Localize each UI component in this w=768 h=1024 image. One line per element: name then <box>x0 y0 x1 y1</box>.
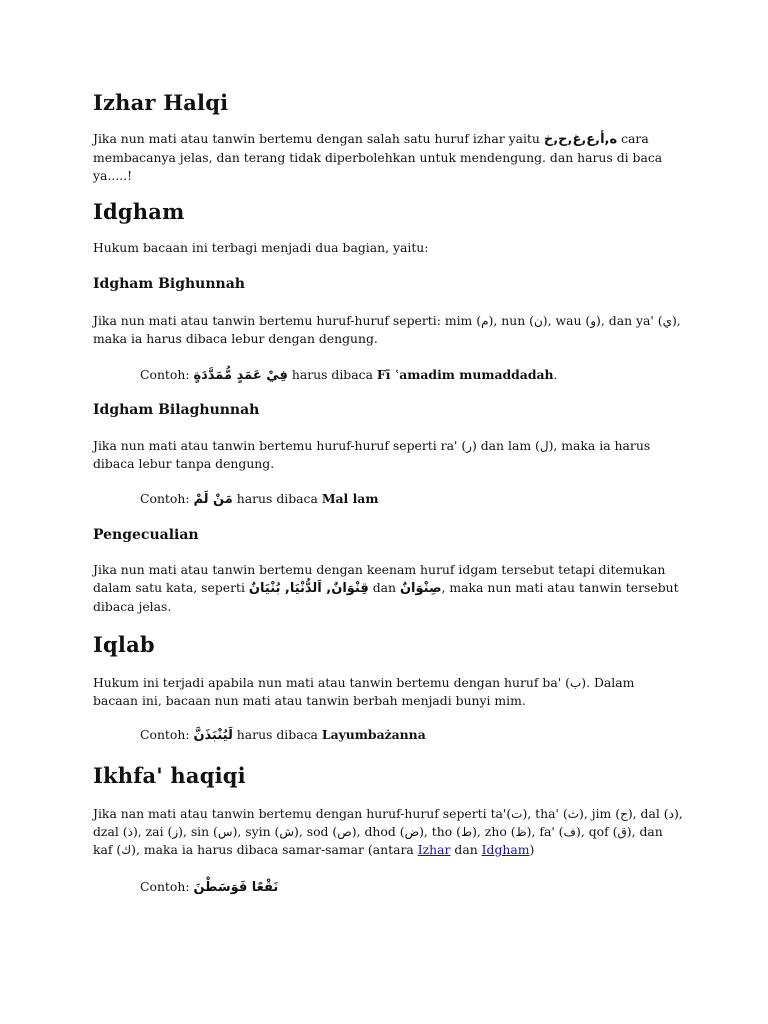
paragraph-pengecualian: Jika nun mati atau tanwin bertemu dengan keenam huruf idgam tersebut tetapi ditemukan dalam satu kata, seperti قِنْوَانٌ, اَلدُّنْيَا, بُنْيَانٌ dan صِنْوَانٌ, maka nun mati atau tanwin tersebut dibaca jelas. <box>93 562 679 614</box>
paragraph-idgham-intro: Hukum bacaan ini terbagi menjadi dua bagian, yaitu: <box>93 240 429 255</box>
arabic-letter: م <box>481 314 489 328</box>
heading-ikhfa-haqiqi: Ikhfa' haqiqi <box>93 763 246 788</box>
arabic-letter: ص <box>337 825 352 839</box>
link-idgham[interactable]: Idgham <box>481 842 530 857</box>
arabic-words: قِنْوَانٌ, اَلدُّنْيَا, بُنْيَانٌ <box>248 581 369 596</box>
example-arabic: فِيْ عَمَدٍ مُّمَدَّدَةٍ <box>193 368 288 383</box>
arabic-letter: ب <box>569 676 582 690</box>
izhar-letters: ه,أ,ع,غ,ح,خ <box>543 132 618 147</box>
izhar-text-2: cara membacanya jelas, dan terang tidak diperbolehkan untuk mendengung. dan harus di baca ya.....! <box>93 131 663 183</box>
section-iqlab <box>93 632 683 658</box>
example-ikhfa-haqiqi: Contoh: نَقْعًا فَوَسَطْنَ <box>140 879 279 895</box>
arabic-letter: ز <box>172 825 179 839</box>
paragraph-izhar-halqi <box>93 130 683 185</box>
paragraph-idgham-bilaghunnah: Jika nun mati atau tanwin bertemu huruf-huruf seperti ra' (ر) dan lam (ل), maka ia harus dibaca lebur tanpa dengung. <box>93 438 651 471</box>
arabic-letter: ف <box>563 825 576 839</box>
example-reading: Layumbażanna <box>321 727 426 742</box>
heading-pengecualian: Pengecualian <box>93 527 199 543</box>
heading-izhar-halqi: Izhar Halqi <box>93 90 229 115</box>
arabic-letter: ك <box>121 843 132 857</box>
arabic-letter: ي <box>662 314 672 328</box>
example-arabic: نَقْعًا فَوَسَطْنَ <box>193 880 279 895</box>
example-arabic: لَيُنْبَذَنَّ <box>193 728 233 743</box>
example-arabic: مَنْ لَمْ <box>193 492 233 507</box>
heading-iqlab: Iqlab <box>93 632 155 657</box>
arabic-word: صِنْوَانٌ <box>399 581 442 596</box>
example-reading: Mal lam <box>321 491 379 506</box>
arabic-letter: س <box>217 825 233 839</box>
link-izhar[interactable]: Izhar <box>417 842 451 857</box>
arabic-letter: ر <box>466 439 472 453</box>
arabic-letter: د <box>668 807 674 821</box>
heading-idgham-bighunnah: Idgham Bighunnah <box>93 276 245 292</box>
section-idgham <box>93 199 683 225</box>
section-izhar-halqi <box>93 90 683 116</box>
paragraph-iqlab: Hukum ini terjadi apabila nun mati atau tanwin bertemu dengan huruf ba' (ب). Dalam bacaan ini, bacaan nun mati atau tanwin berbah menjadi bunyi mim. <box>93 675 635 708</box>
heading-idgham: Idgham <box>93 199 185 224</box>
arabic-letter: ض <box>404 825 420 839</box>
arabic-letter: ج <box>620 807 628 821</box>
arabic-letter: ق <box>617 825 627 839</box>
section-idgham-bilaghunnah <box>93 401 683 419</box>
arabic-letter: ت <box>511 807 523 821</box>
arabic-letter: ل <box>539 439 549 453</box>
arabic-letter: ذ <box>127 825 133 839</box>
paragraph-ikhfa-haqiqi: Jika nan mati atau tanwin bertemu dengan huruf-huruf seperti ta'(ت), tha' (ث), jim (ج), dal (د), dzal (ذ), zai (ز), sin (س), syin (ش), sod (ص), dhod (ض), tho (ط), zho (ظ), fa' (ف), qof (ق), dan kaf (ك), maka ia harus dibaca samar-samar (antara Izhar dan Idgham) <box>93 806 683 857</box>
heading-idgham-bilaghunnah: Idgham Bilaghunnah <box>93 402 260 418</box>
example-reading: Fī ʿamadim mumaddadah <box>376 367 554 382</box>
section-ikhfa-haqiqi <box>93 763 683 789</box>
arabic-letter: ط <box>460 825 473 839</box>
section-idgham-bighunnah <box>93 275 683 293</box>
example-idgham-bighunnah: Contoh: فِيْ عَمَدٍ مُّمَدَّدَةٍ harus dibaca Fī ʿamadim mumaddadah. <box>140 367 558 383</box>
arabic-letter: ظ <box>515 825 527 839</box>
section-pengecualian <box>93 526 683 544</box>
arabic-letter: ث <box>567 807 580 821</box>
example-iqlab: Contoh: لَيُنْبَذَنَّ harus dibaca Layumbażanna <box>140 727 426 743</box>
paragraph-idgham-bighunnah: Jika nun mati atau tanwin bertemu huruf-huruf seperti: mim (م), nun (ن), wau (و), dan ya' (ي), maka ia harus dibaca lebur dengan dengung. <box>93 313 681 346</box>
izhar-text-1: Jika nun mati atau tanwin bertemu dengan salah satu huruf izhar yaitu <box>93 131 544 146</box>
arabic-letter: و <box>590 314 597 328</box>
example-idgham-bilaghunnah: Contoh: مَنْ لَمْ harus dibaca Mal lam <box>140 491 379 507</box>
arabic-letter: ش <box>279 825 295 839</box>
arabic-letter: ن <box>533 314 543 328</box>
